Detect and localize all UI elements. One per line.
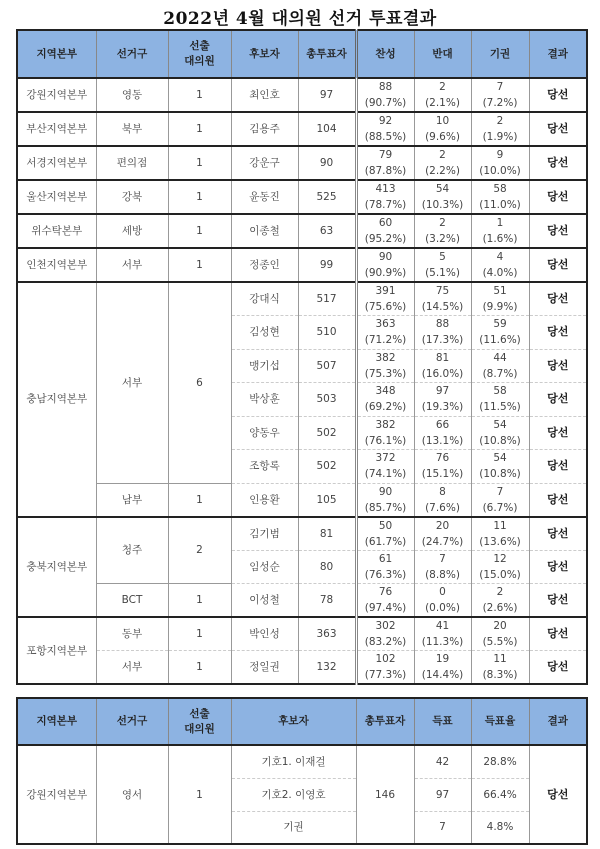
- region-cell: 울산지역본부: [17, 180, 96, 214]
- total-cell: 146: [356, 745, 414, 844]
- total-cell: 502: [298, 416, 356, 450]
- candidate-cell: 맹기섭: [231, 349, 298, 383]
- header-total-voters: 총투표자: [356, 698, 414, 745]
- yes-cell: 92 (88.5%): [356, 112, 414, 146]
- no-cell: 81 (16.0%): [414, 349, 471, 383]
- no-cell: 2 (2.2%): [414, 146, 471, 180]
- header-result: 결과: [529, 698, 587, 745]
- seats-cell: 1: [168, 745, 231, 844]
- candidate-cell: 윤동진: [231, 180, 298, 214]
- yes-cell: 382 (75.3%): [356, 349, 414, 383]
- abstain-cell: 2 (1.9%): [471, 112, 529, 146]
- candidate-cell: 인용환: [231, 483, 298, 517]
- no-cell: 19 (14.4%): [414, 651, 471, 685]
- yes-cell: 61 (76.3%): [356, 550, 414, 584]
- candidate-cell: 임성순: [231, 550, 298, 584]
- table-row: [17, 214, 587, 248]
- table-row: [17, 617, 587, 651]
- region-cell: 강원지역본부: [17, 745, 96, 844]
- candidate-cell: 정일권: [231, 651, 298, 685]
- abstain-cell: 58 (11.5%): [471, 383, 529, 417]
- candidate-cell: 김기범: [231, 517, 298, 551]
- header-seats: 선출 대의원: [168, 30, 231, 78]
- district-cell: 영동: [96, 78, 168, 112]
- gangwon-yeongseo-results-table: [16, 697, 588, 845]
- seats-cell: 2: [168, 517, 231, 584]
- votes-cell: 97: [414, 778, 471, 811]
- seats-cell: 1: [168, 214, 231, 248]
- result-cell: 당선: [529, 248, 587, 282]
- result-cell: 당선: [529, 383, 587, 417]
- yes-cell: 363 (71.2%): [356, 316, 414, 350]
- yes-cell: 60 (95.2%): [356, 214, 414, 248]
- header-total-voters: 총투표자: [298, 30, 356, 78]
- region-cell: 강원지역본부: [17, 78, 96, 112]
- district-cell: 남부: [96, 483, 168, 517]
- district-cell: 편의점: [96, 146, 168, 180]
- result-cell: 당선: [529, 483, 587, 517]
- header-votes: 득표: [414, 698, 471, 745]
- rate-cell: 4.8%: [471, 811, 529, 844]
- seats-cell: 6: [168, 282, 231, 483]
- rate-cell: 28.8%: [471, 745, 529, 778]
- abstain-cell: 54 (10.8%): [471, 416, 529, 450]
- candidate-cell: 최인호: [231, 78, 298, 112]
- header-district: 선거구: [96, 30, 168, 78]
- no-cell: 54 (10.3%): [414, 180, 471, 214]
- total-cell: 78: [298, 584, 356, 618]
- no-cell: 2 (3.2%): [414, 214, 471, 248]
- header-region: 지역본부: [17, 698, 96, 745]
- result-cell: 당선: [529, 282, 587, 316]
- abstain-cell: 54 (10.8%): [471, 450, 529, 484]
- seats-cell: 1: [168, 584, 231, 618]
- abstain-cell: 58 (11.0%): [471, 180, 529, 214]
- header-region: 지역본부: [17, 30, 96, 78]
- table-row: [17, 651, 587, 685]
- candidate-cell: 박인성: [231, 617, 298, 651]
- region-cell: 포항지역본부: [17, 617, 96, 684]
- header-seats: 선출 대의원: [168, 698, 231, 745]
- total-cell: 510: [298, 316, 356, 350]
- yes-cell: 50 (61.7%): [356, 517, 414, 551]
- header-yes: 찬성: [356, 30, 414, 78]
- result-cell: 당선: [529, 517, 587, 551]
- candidate-cell: 조항록: [231, 450, 298, 484]
- no-cell: 97 (19.3%): [414, 383, 471, 417]
- total-cell: 80: [298, 550, 356, 584]
- district-cell: 청주: [96, 517, 168, 584]
- candidate-cell: 김용주: [231, 112, 298, 146]
- candidate-cell: 강운구: [231, 146, 298, 180]
- yes-cell: 302 (83.2%): [356, 617, 414, 651]
- abstain-cell: 44 (8.7%): [471, 349, 529, 383]
- no-cell: 8 (7.6%): [414, 483, 471, 517]
- table-row: [17, 248, 587, 282]
- header-vote-rate: 득표율: [471, 698, 529, 745]
- abstain-cell: 20 (5.5%): [471, 617, 529, 651]
- candidate-cell: 박상훈: [231, 383, 298, 417]
- table-row: [17, 112, 587, 146]
- candidate-cell: 정종인: [231, 248, 298, 282]
- no-cell: 88 (17.3%): [414, 316, 471, 350]
- total-cell: 104: [298, 112, 356, 146]
- candidate-cell: 이성철: [231, 584, 298, 618]
- table-row: [17, 78, 587, 112]
- no-cell: 75 (14.5%): [414, 282, 471, 316]
- abstain-cell: 11 (8.3%): [471, 651, 529, 685]
- district-cell: 세방: [96, 214, 168, 248]
- district-cell: 북부: [96, 112, 168, 146]
- abstain-cell: 4 (4.0%): [471, 248, 529, 282]
- yes-cell: 102 (77.3%): [356, 651, 414, 685]
- yes-cell: 372 (74.1%): [356, 450, 414, 484]
- region-cell: 부산지역본부: [17, 112, 96, 146]
- yes-cell: 413 (78.7%): [356, 180, 414, 214]
- candidate-cell: 기호2. 이영호: [231, 778, 356, 811]
- result-cell: 당선: [529, 416, 587, 450]
- region-cell: 서경지역본부: [17, 146, 96, 180]
- no-cell: 41 (11.3%): [414, 617, 471, 651]
- district-cell: 서부: [96, 282, 168, 483]
- result-cell: 당선: [529, 745, 587, 844]
- abstain-cell: 11 (13.6%): [471, 517, 529, 551]
- total-cell: 97: [298, 78, 356, 112]
- header-result: 결과: [529, 30, 587, 78]
- yes-cell: 348 (69.2%): [356, 383, 414, 417]
- no-cell: 7 (8.8%): [414, 550, 471, 584]
- result-cell: 당선: [529, 112, 587, 146]
- region-cell: 인천지역본부: [17, 248, 96, 282]
- result-cell: 당선: [529, 180, 587, 214]
- total-cell: 81: [298, 517, 356, 551]
- district-cell: 서부: [96, 248, 168, 282]
- no-cell: 5 (5.1%): [414, 248, 471, 282]
- district-cell: 서부: [96, 651, 168, 685]
- yes-cell: 391 (75.6%): [356, 282, 414, 316]
- abstain-cell: 51 (9.9%): [471, 282, 529, 316]
- result-cell: 당선: [529, 146, 587, 180]
- page-title: 2022년 4월 대의원 선거 투표결과: [163, 9, 437, 29]
- total-cell: 507: [298, 349, 356, 383]
- region-cell: 충북지역본부: [17, 517, 96, 618]
- seats-cell: 1: [168, 617, 231, 651]
- result-cell: 당선: [529, 78, 587, 112]
- table-row: [17, 180, 587, 214]
- seats-cell: 1: [168, 248, 231, 282]
- result-cell: 당선: [529, 550, 587, 584]
- abstain-cell: 59 (11.6%): [471, 316, 529, 350]
- total-cell: 132: [298, 651, 356, 685]
- seats-cell: 1: [168, 483, 231, 517]
- yes-cell: 76 (97.4%): [356, 584, 414, 618]
- no-cell: 10 (9.6%): [414, 112, 471, 146]
- total-cell: 90: [298, 146, 356, 180]
- total-cell: 105: [298, 483, 356, 517]
- total-cell: 63: [298, 214, 356, 248]
- candidate-cell: 이종철: [231, 214, 298, 248]
- district-cell: 동부: [96, 617, 168, 651]
- total-cell: 363: [298, 617, 356, 651]
- result-cell: 당선: [529, 214, 587, 248]
- yes-cell: 382 (76.1%): [356, 416, 414, 450]
- result-cell: 당선: [529, 584, 587, 618]
- no-cell: 66 (13.1%): [414, 416, 471, 450]
- result-cell: 당선: [529, 651, 587, 685]
- total-cell: 517: [298, 282, 356, 316]
- candidate-cell: 김성현: [231, 316, 298, 350]
- abstain-cell: 7 (7.2%): [471, 78, 529, 112]
- yes-cell: 88 (90.7%): [356, 78, 414, 112]
- abstain-cell: 12 (15.0%): [471, 550, 529, 584]
- abstain-cell: 2 (2.6%): [471, 584, 529, 618]
- seats-cell: 1: [168, 180, 231, 214]
- yes-cell: 90 (85.7%): [356, 483, 414, 517]
- no-cell: 0 (0.0%): [414, 584, 471, 618]
- region-cell: 충남지역본부: [17, 282, 96, 517]
- table-row: [17, 517, 587, 551]
- no-cell: 76 (15.1%): [414, 450, 471, 484]
- no-cell: 20 (24.7%): [414, 517, 471, 551]
- table-row: [17, 584, 587, 618]
- header-no: 반대: [414, 30, 471, 78]
- election-results-table: [16, 29, 588, 685]
- total-cell: 502: [298, 450, 356, 484]
- total-cell: 525: [298, 180, 356, 214]
- rate-cell: 66.4%: [471, 778, 529, 811]
- yes-cell: 90 (90.9%): [356, 248, 414, 282]
- result-cell: 당선: [529, 617, 587, 651]
- candidate-cell: 기호1. 이재걸: [231, 745, 356, 778]
- seats-cell: 1: [168, 146, 231, 180]
- votes-cell: 7: [414, 811, 471, 844]
- result-cell: 당선: [529, 450, 587, 484]
- candidate-cell: 강대식: [231, 282, 298, 316]
- district-cell: 영서: [96, 745, 168, 844]
- table-row: [17, 745, 587, 778]
- district-cell: BCT: [96, 584, 168, 618]
- table-row: [17, 146, 587, 180]
- total-cell: 503: [298, 383, 356, 417]
- votes-cell: 42: [414, 745, 471, 778]
- table-row: [17, 483, 587, 517]
- abstain-cell: 7 (6.7%): [471, 483, 529, 517]
- abstain-cell: 9 (10.0%): [471, 146, 529, 180]
- district-cell: 강북: [96, 180, 168, 214]
- region-cell: 위수탁본부: [17, 214, 96, 248]
- header-candidate: 후보자: [231, 698, 356, 745]
- abstain-cell: 1 (1.6%): [471, 214, 529, 248]
- header-abstain: 기권: [471, 30, 529, 78]
- seats-cell: 1: [168, 78, 231, 112]
- candidate-cell: 기권: [231, 811, 356, 844]
- candidate-cell: 양동우: [231, 416, 298, 450]
- seats-cell: 1: [168, 651, 231, 685]
- total-cell: 99: [298, 248, 356, 282]
- no-cell: 2 (2.1%): [414, 78, 471, 112]
- table-row: [17, 282, 587, 316]
- yes-cell: 79 (87.8%): [356, 146, 414, 180]
- seats-cell: 1: [168, 112, 231, 146]
- result-cell: 당선: [529, 316, 587, 350]
- header-district: 선거구: [96, 698, 168, 745]
- result-cell: 당선: [529, 349, 587, 383]
- header-candidate: 후보자: [231, 30, 298, 78]
